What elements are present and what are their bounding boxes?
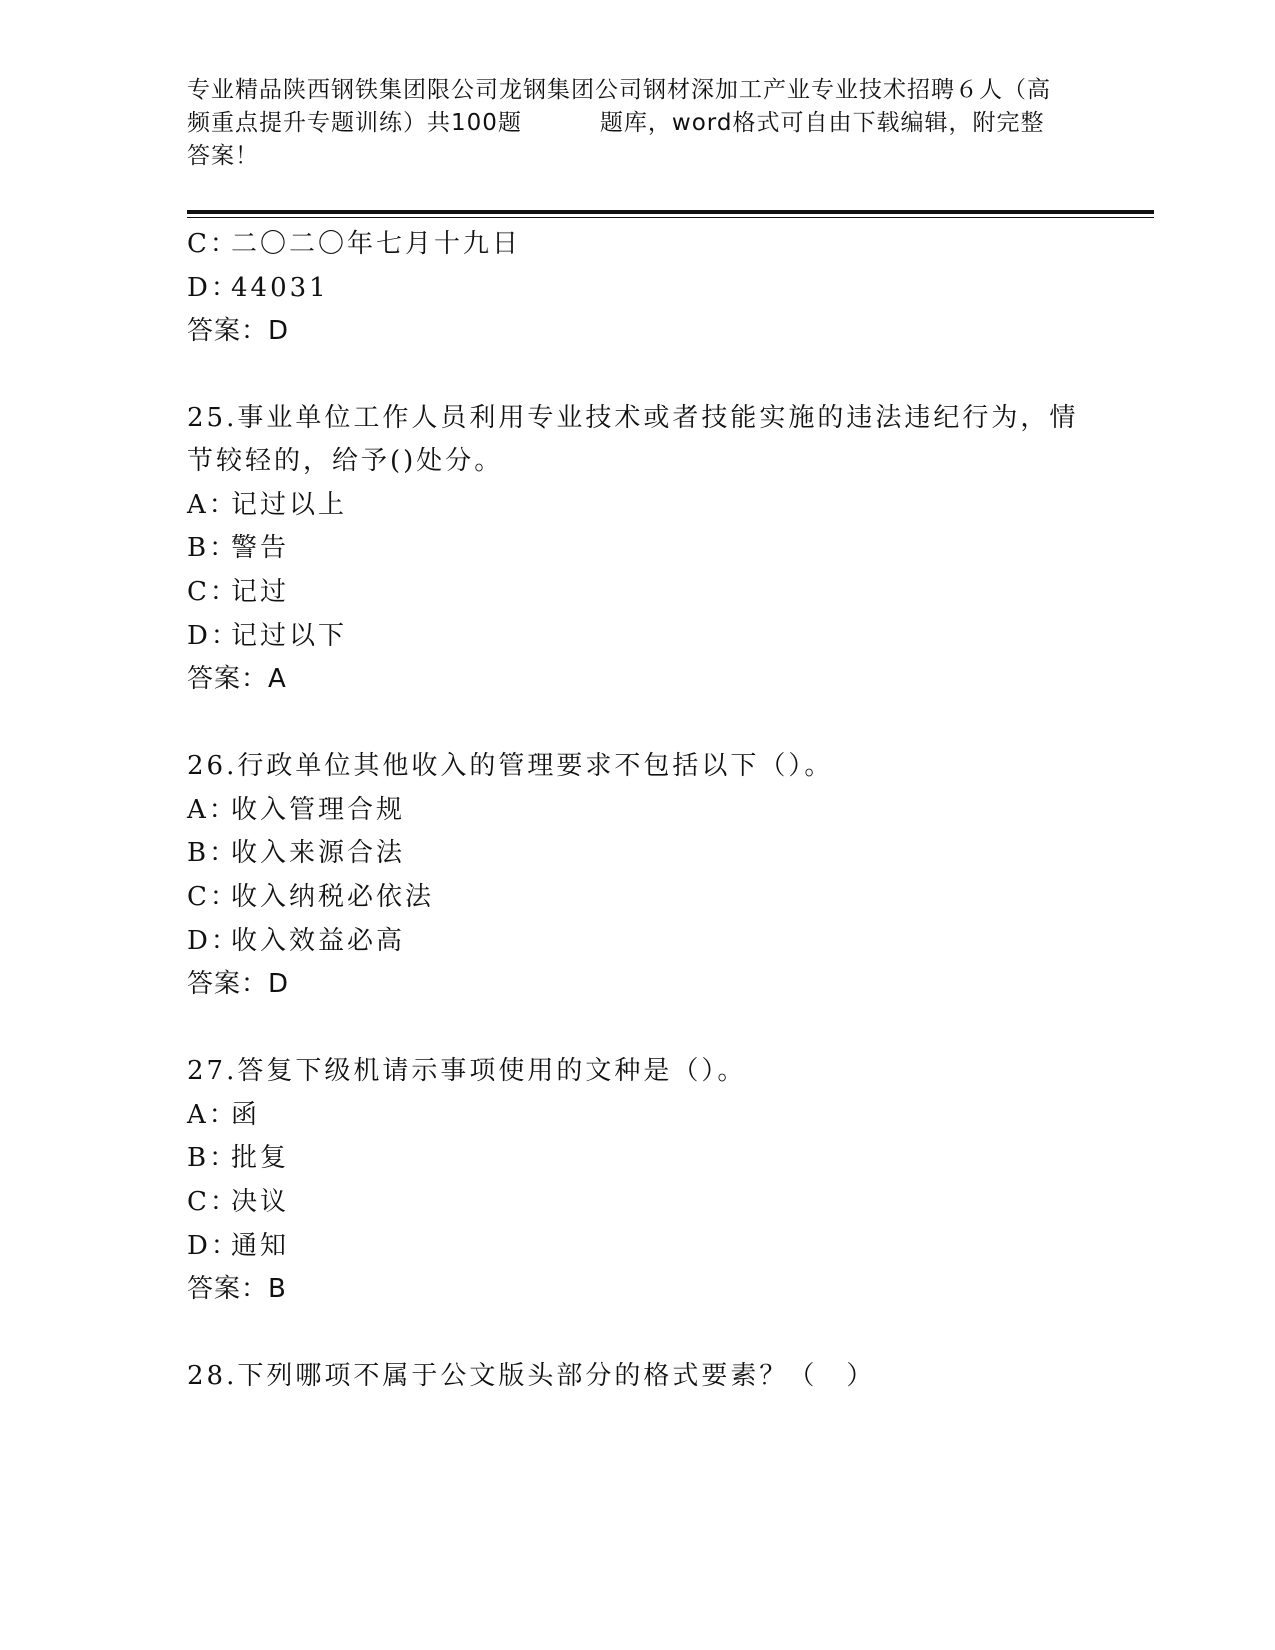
q26-option-d — [187, 925, 405, 957]
header-line-3: 答案！ — [187, 143, 259, 169]
option-text: 记过以下 — [231, 621, 348, 651]
option-text: 收入纳税必依法 — [231, 882, 435, 912]
q28-stem-line-1: 28.下列哪项不属于公文版头部分的格式要素？（ ） — [187, 1361, 876, 1391]
prev-option-c — [187, 228, 521, 260]
option-label: C： — [187, 882, 239, 912]
option-text: 收入效益必高 — [231, 926, 406, 956]
prev-option-d — [187, 272, 329, 304]
q26-option-b — [187, 837, 405, 869]
q25-option-d — [187, 620, 347, 652]
option-label: D： — [187, 621, 240, 651]
option-label: A： — [187, 795, 238, 825]
option-text: 记过 — [231, 577, 290, 607]
option-label: D： — [187, 273, 240, 303]
option-label: B： — [187, 533, 239, 563]
prev-answer: 答案：D — [187, 316, 290, 346]
option-text: 通知 — [231, 1231, 290, 1261]
header-line-2-part-b: 题库，word格式可自由下载编辑，附完整 — [599, 110, 1045, 136]
header-line-1: 专业精品陕西钢铁集团限公司龙钢集团公司钢材深加工产业专业技术招聘６人（高 — [187, 77, 1051, 103]
option-label: A： — [187, 490, 238, 520]
option-text: 决议 — [231, 1187, 290, 1217]
q27-option-a — [187, 1099, 260, 1131]
q26-stem-line-1: 26.行政单位其他收入的管理要求不包括以下（）。 — [187, 751, 834, 781]
header-divider-thin — [187, 217, 1154, 218]
q25-option-b — [187, 532, 289, 564]
option-text: 批复 — [231, 1143, 290, 1173]
option-text: 收入来源合法 — [231, 838, 406, 868]
option-label: B： — [187, 1143, 239, 1173]
q27-option-d — [187, 1230, 289, 1262]
option-text: 收入管理合规 — [231, 795, 406, 825]
q26-option-a — [187, 794, 405, 826]
option-text: 记过以上 — [231, 490, 348, 520]
q27-option-b — [187, 1142, 289, 1174]
option-label: C： — [187, 229, 239, 259]
option-label: C： — [187, 577, 239, 607]
q27-answer: 答案：B — [187, 1274, 287, 1304]
q26-option-c — [187, 881, 434, 913]
q25-option-a — [187, 489, 347, 521]
option-label: B： — [187, 838, 239, 868]
option-label: C： — [187, 1187, 239, 1217]
header-divider-thick — [187, 210, 1154, 214]
option-label: D： — [187, 1231, 240, 1261]
q25-stem-line-1: 25.事业单位工作人员利用专业技术或者技能实施的违法违纪行为，情 — [187, 403, 1079, 433]
option-label: A： — [187, 1100, 238, 1130]
header-line-2 — [187, 107, 1087, 140]
q27-stem-line-1: 27.答复下级机请示事项使用的文种是（）。 — [187, 1056, 747, 1086]
q26-answer: 答案：D — [187, 969, 290, 999]
header-line-2-part-a: 频重点提升专题训练）共100题 — [187, 110, 522, 136]
option-text: 函 — [231, 1100, 261, 1130]
option-text: 44031 — [231, 273, 329, 303]
option-label: D： — [187, 926, 240, 956]
q25-answer: 答案：A — [187, 664, 287, 694]
q25-stem-line-2: 节较轻的，给予()处分。 — [187, 446, 504, 476]
document-header — [187, 74, 1087, 173]
q27-option-c — [187, 1186, 289, 1218]
q25-option-c — [187, 576, 289, 608]
option-text: 警告 — [231, 533, 290, 563]
option-text: 二〇二〇年七月十九日 — [231, 229, 522, 259]
